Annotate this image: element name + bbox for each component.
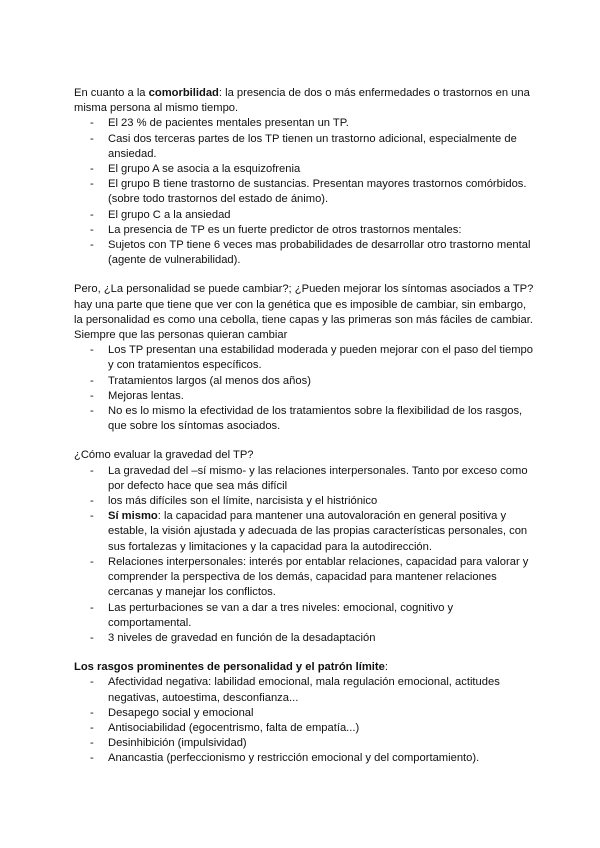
list-item: [74, 509, 534, 555]
list-item: - Relaciones interpersonales: interés por entablar relaciones, capacidad para valorar y comprender la perspectiva de los demás, capacidad para mantener relaciones cercanas y manejar los conflictos.: [74, 555, 534, 601]
comorbidity-term: comorbilidad: [148, 87, 219, 99]
list-item: - Tratamientos largos (al menos dos años): [74, 374, 534, 389]
change-list: [74, 343, 534, 434]
list-item: - Casi dos terceras partes de los TP tienen un trastorno adicional, especialmente de ansiedad.: [74, 132, 534, 162]
intro-text: En cuanto a la: [74, 87, 149, 99]
traits-list: [74, 675, 534, 766]
severity-question: ¿Cómo evaluar la gravedad del TP?: [74, 449, 254, 462]
self-definition: : la capacidad para mantener una autovaloración en general positiva y estable, la visión ajustada y adecuada de las propias características personales, con sus fortalezas y limitaciones y la capacidad para la autodirección.: [108, 510, 528, 553]
comorbidity-list: [74, 116, 534, 268]
list-item: - Afectividad negativa: labilidad emocional, mala regulación emocional, actitudes negativas, autoestima, desconfianza...: [74, 675, 534, 705]
severity-list: [74, 464, 534, 646]
self-term: Sí mismo: [108, 510, 158, 523]
list-item: - La gravedad del –sí mismo- y las relaciones interpersonales. Tanto por exceso como por defecto hace que sea más difícil: [74, 464, 534, 494]
list-item: - El grupo B tiene trastorno de sustancias. Presentan mayores trastornos comórbidos. (sobre todo trastornos del estado de ánimo).: [74, 177, 534, 207]
list-item: - No es lo mismo la efectividad de los tratamientos sobre la flexibilidad de los rasgos, que sobre los síntomas asociados.: [74, 404, 534, 434]
comorbidity-intro: [74, 86, 534, 116]
list-item: - Las perturbaciones se van a dar a tres niveles: emocional, cognitivo y comportamental.: [74, 601, 534, 631]
intro-text: : la presencia de dos o más enfermedades o trastornos en una misma persona al mismo tiempo.: [74, 87, 530, 115]
list-item: - Los TP presentan una estabilidad moderada y pueden mejorar con el paso del tiempo y con tratamientos específicos.: [74, 343, 534, 373]
list-item: - los más difíciles son el límite, narcisista y el histriónico: [74, 494, 534, 509]
traits-heading: [74, 660, 534, 675]
heading-colon: :: [384, 661, 388, 674]
list-item: - Sujetos con TP tiene 6 veces mas probabilidades de desarrollar otro trastorno mental (agente de vulnerabilidad).: [74, 238, 534, 268]
list-item: - Anancastia (perfeccionismo y restricción emocional y del comportamiento).: [74, 751, 534, 766]
change-intro: Pero, ¿La personalidad se puede cambiar?; ¿Pueden mejorar los síntomas asociados a TP? hay una parte que tiene que ver con la genética que es imposible de cambiar, sin embargo, la personalidad es como una cebolla, tiene capas y las primeras son más fáciles de cambiar. Siempre que las personas quieran cambiar: [74, 283, 534, 342]
list-item: - Antisociabilidad (egocentrismo, falta de empatía...): [74, 721, 534, 736]
list-item: - La presencia de TP es un fuerte predictor de otros trastornos mentales:: [74, 223, 534, 238]
list-item: - El 23 % de pacientes mentales presentan un TP.: [74, 116, 534, 131]
list-item: - 3 niveles de gravedad en función de la desadaptación: [74, 631, 534, 646]
list-item: - El grupo C a la ansiedad: [74, 208, 534, 223]
list-item: - El grupo A se asocia a la esquizofrenia: [74, 162, 534, 177]
list-item: - Mejoras lentas.: [74, 389, 534, 404]
list-item: - Desapego social y emocional: [74, 706, 534, 721]
document-page: [74, 86, 534, 767]
list-item: - Desinhibición (impulsividad): [74, 736, 534, 751]
traits-heading-text: Los rasgos prominentes de personalidad y el patrón límite: [74, 661, 385, 674]
